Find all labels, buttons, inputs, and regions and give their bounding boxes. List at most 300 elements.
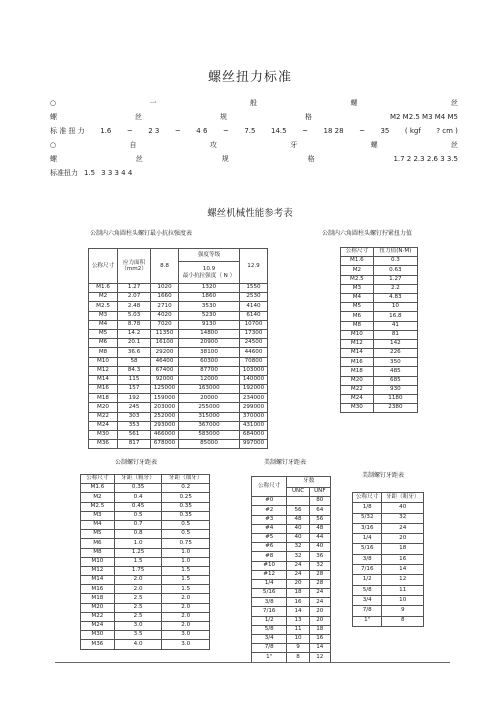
us-pitch2-row-cell: 16 <box>382 554 424 564</box>
us-pitch2-row <box>353 595 424 605</box>
torque-row <box>341 321 418 330</box>
strength-row <box>89 440 268 449</box>
metric-pitch-header-size: 公称尺寸 <box>81 475 115 484</box>
metric-pitch-row <box>81 539 210 548</box>
strength-row-cell: M2.5 <box>89 302 118 311</box>
metric-pitch-row-cell: M3 <box>81 511 115 520</box>
us-pitch2-row-cell: 1/8 <box>353 503 382 513</box>
intro-token: ~ <box>174 127 181 135</box>
metric-pitch-row <box>81 557 210 566</box>
strength-row-cell: 157 <box>118 385 151 394</box>
us-pitch-row-cell: 3/8 <box>252 598 287 607</box>
us-pitch-row <box>252 506 331 515</box>
metric-pitch-row-cell: 1.25 <box>114 548 162 557</box>
torque-row <box>341 376 418 385</box>
us-pitch-row-cell: 40 <box>287 533 309 542</box>
strength-row-cell: 1860 <box>179 293 240 302</box>
us-pitch-row-cell: 11 <box>287 625 309 634</box>
metric-pitch-row-cell: 0.45 <box>114 502 162 511</box>
strength-row-cell: 85000 <box>179 440 240 449</box>
strength-row-cell: 303 <box>118 412 151 421</box>
strength-row-cell: 1550 <box>240 284 268 293</box>
us-pitch2-row-cell: 9 <box>382 606 424 616</box>
us-pitch-row-cell: 24 <box>309 598 330 607</box>
us-pitch-row-cell: #8 <box>252 552 287 561</box>
strength-row-cell: 234000 <box>240 394 268 403</box>
us-pitch-row <box>252 635 331 644</box>
strength-row <box>89 357 268 366</box>
metric-pitch-row-cell: 0.35 <box>162 502 210 511</box>
strength-row-cell: 20000 <box>179 394 240 403</box>
us-pitch-row-cell: 56 <box>309 515 330 524</box>
torque-row-cell: M22 <box>341 385 374 394</box>
us-pitch2-row-cell: 7/16 <box>353 565 382 575</box>
us-pitch2-row-cell: 5/32 <box>353 513 382 523</box>
torque-row <box>341 339 418 348</box>
us-pitch-row <box>252 598 331 607</box>
strength-row-cell: 5.03 <box>118 311 151 320</box>
us-pitch2-row <box>353 523 424 533</box>
us-pitch-header-unc: UNC <box>287 488 309 497</box>
us-pitch-header-unf: UNF <box>309 488 330 497</box>
strength-row-cell: 1660 <box>151 293 179 302</box>
strength-row-cell: 2710 <box>151 302 179 311</box>
us-pitch-row <box>252 625 331 634</box>
us-pitch2-row-cell: 7/8 <box>353 606 382 616</box>
us-pitch-row-cell: 32 <box>309 561 330 570</box>
torque-header-size: 公称尺寸 <box>341 248 374 257</box>
metric-pitch-row <box>81 530 210 539</box>
strength-row-cell: 367000 <box>179 421 240 430</box>
metric-pitch-row <box>81 603 210 612</box>
intro-token: 攻 <box>209 141 217 149</box>
strength-grade-1: 8.8 <box>151 249 179 284</box>
metric-pitch-row <box>81 566 210 575</box>
torque-row-cell: M20 <box>341 376 374 385</box>
strength-row-cell: 8.78 <box>118 320 151 329</box>
metric-pitch-row-cell: 0.35 <box>162 511 210 520</box>
torque-row-cell: M3 <box>341 284 374 293</box>
us-pitch-row-cell: 7/16 <box>252 607 287 616</box>
us-pitch-row-cell: 80 <box>309 497 330 506</box>
strength-row-cell: M30 <box>89 431 118 440</box>
us-pitch-row-cell: 5/8 <box>252 625 287 634</box>
strength-row <box>89 366 268 375</box>
metric-pitch-row-cell: 2.0 <box>162 622 210 631</box>
intro-token: 螺 <box>370 141 378 149</box>
torque-table <box>340 247 418 413</box>
strength-row-cell: 9130 <box>179 320 240 329</box>
intro-line-6 <box>50 166 458 180</box>
torque-row <box>341 284 418 293</box>
strength-row-cell: 2.07 <box>118 293 151 302</box>
strength-grade-3: 12.9 <box>240 249 268 284</box>
metric-pitch-row <box>81 631 210 640</box>
intro-line-2 <box>50 110 458 124</box>
strength-row-cell: 431000 <box>240 421 268 430</box>
strength-header-min <box>179 262 240 284</box>
intro-token: 1.7 2 2.3 2.6 3 3.5 <box>393 155 458 163</box>
strength-row-cell: 293000 <box>151 421 179 430</box>
strength-row-cell: 192000 <box>240 385 268 394</box>
us-pitch2-row <box>353 513 424 523</box>
intro-token: ~ <box>302 127 308 135</box>
metric-pitch-row-cell: 0.75 <box>162 539 210 548</box>
us-pitch-header-row <box>252 477 331 488</box>
metric-pitch-row-cell: M14 <box>81 576 115 585</box>
intro-token: ○ <box>50 99 57 107</box>
torque-row-cell: 0.63 <box>373 266 417 275</box>
strength-row-cell: 299000 <box>240 403 268 412</box>
strength-row-cell: 29200 <box>151 348 179 357</box>
strength-row-cell: M1.6 <box>89 284 118 293</box>
metric-pitch-row-cell: 0.8 <box>114 530 162 539</box>
torque-row-cell: M14 <box>341 349 374 358</box>
us-pitch2-caption: 美制螺钉牙距表 <box>362 472 405 479</box>
metric-pitch-row-cell: 1.75 <box>114 566 162 575</box>
strength-row-cell: 6140 <box>240 311 268 320</box>
metric-pitch-row-cell: M5 <box>81 530 115 539</box>
us-pitch-row-cell: 14 <box>309 644 330 653</box>
metric-pitch-row-cell: M10 <box>81 557 115 566</box>
metric-pitch-row-cell: M30 <box>81 631 115 640</box>
intro-token: 自 <box>129 141 137 149</box>
strength-row-cell: 14800 <box>179 329 240 338</box>
metric-pitch-row-cell: 0.25 <box>162 493 210 502</box>
strength-row-cell: 192 <box>118 394 151 403</box>
strength-row-cell: 16100 <box>151 339 179 348</box>
metric-pitch-row-cell: 1.5 <box>162 576 210 585</box>
intro-token: 标准扭力 <box>50 169 78 177</box>
us-pitch-row-cell: 8 <box>287 653 309 662</box>
intro-token: 螺 <box>50 113 57 121</box>
torque-row-cell: 226 <box>373 349 417 358</box>
torque-row <box>341 312 418 321</box>
torque-row-cell: 10 <box>373 303 417 312</box>
us-pitch-row-cell: 1" <box>252 653 287 662</box>
us-pitch-row-cell: 32 <box>287 543 309 552</box>
strength-row-cell: 561 <box>118 431 151 440</box>
torque-row-cell: 0.3 <box>373 257 417 266</box>
strength-row-cell: 103000 <box>240 366 268 375</box>
us-pitch-row-cell: 1/4 <box>252 579 287 588</box>
intro-token: 格 <box>304 113 312 121</box>
strength-row-cell: 92000 <box>151 375 179 384</box>
us-pitch-row-cell: 12 <box>309 653 330 662</box>
us-pitch-row <box>252 644 331 653</box>
strength-row-cell: 7020 <box>151 320 179 329</box>
torque-row-cell: M24 <box>341 395 374 404</box>
us-pitch-row-cell: 44 <box>309 533 330 542</box>
intro-line-1 <box>50 96 458 110</box>
metric-pitch-row <box>81 520 210 529</box>
us-pitch2-row <box>353 534 424 544</box>
strength-row-cell: 140000 <box>240 375 268 384</box>
us-pitch-row-cell: #5 <box>252 533 287 542</box>
strength-row-cell: 10700 <box>240 320 268 329</box>
metric-pitch-row <box>81 576 210 585</box>
strength-row-cell: 255000 <box>179 403 240 412</box>
us-pitch2-row <box>353 606 424 616</box>
us-pitch2-row <box>353 565 424 575</box>
us-pitch-row-cell: 40 <box>309 543 330 552</box>
strength-row-cell: 252000 <box>151 412 179 421</box>
us-pitch-row-cell: 7/8 <box>252 644 287 653</box>
us-pitch-row <box>252 570 331 579</box>
us-pitch2-row <box>353 575 424 585</box>
strength-row-cell: 87700 <box>179 366 240 375</box>
torque-row-cell: 41 <box>373 321 417 330</box>
metric-pitch-row-cell: 0.2 <box>162 484 210 493</box>
strength-row <box>89 302 268 311</box>
metric-pitch-row <box>81 622 210 631</box>
metric-pitch-row-cell: 2.5 <box>114 594 162 603</box>
strength-row-cell: 20.1 <box>118 339 151 348</box>
us-pitch-row-cell: 20 <box>309 616 330 625</box>
torque-row-cell: M16 <box>341 358 374 367</box>
page-title: 螺丝扭力标准 <box>207 70 292 85</box>
us-pitch-row <box>252 533 331 542</box>
strength-row-cell: M10 <box>89 357 118 366</box>
us-pitch2-row <box>353 585 424 595</box>
intro-token: 般 <box>250 99 258 107</box>
us-pitch2-header-pitch: 牙距（粗牙） <box>382 493 424 503</box>
torque-row-cell: M8 <box>341 321 374 330</box>
strength-row <box>89 320 268 329</box>
us-pitch-row-cell: 3/4 <box>252 635 287 644</box>
metric-pitch-row-cell: 0.4 <box>114 493 162 502</box>
strength-row-cell: 353 <box>118 421 151 430</box>
strength-row <box>89 311 268 320</box>
metric-pitch-row-cell: M20 <box>81 603 115 612</box>
strength-row-cell: M4 <box>89 320 118 329</box>
strength-row-cell: M18 <box>89 394 118 403</box>
intro-token: 18 28 <box>323 127 344 135</box>
us-pitch-row <box>252 497 331 506</box>
metric-pitch-row-cell: M6 <box>81 539 115 548</box>
us-pitch-row-cell: 28 <box>309 570 330 579</box>
strength-row-cell: 44600 <box>240 348 268 357</box>
us-pitch-row <box>252 616 331 625</box>
us-pitch-row <box>252 543 331 552</box>
us-pitch-row-cell: 64 <box>309 506 330 515</box>
us-pitch-row-cell: 13 <box>287 616 309 625</box>
us-pitch-row-cell: #4 <box>252 524 287 533</box>
strength-row-cell: 370000 <box>240 412 268 421</box>
torque-header-value: 扭力值(N·M) <box>373 248 417 257</box>
strength-row-cell: 245 <box>118 403 151 412</box>
strength-row-cell: 4020 <box>151 311 179 320</box>
strength-row-cell: M24 <box>89 421 118 430</box>
strength-header-size: 公称尺寸 <box>89 249 118 284</box>
strength-row-cell: 684000 <box>240 431 268 440</box>
torque-row-cell: M30 <box>341 404 374 413</box>
torque-row-cell: M1.6 <box>341 257 374 266</box>
strength-row-cell: 997000 <box>240 440 268 449</box>
strength-row-cell: 5230 <box>179 311 240 320</box>
us-pitch2-row-cell: 8 <box>382 616 424 626</box>
us-pitch-row-cell: #3 <box>252 515 287 524</box>
metric-pitch-row-cell: M18 <box>81 594 115 603</box>
metric-pitch-row-cell: 2.5 <box>114 603 162 612</box>
us-pitch2-row-cell: 32 <box>382 513 424 523</box>
strength-row-cell: M16 <box>89 385 118 394</box>
us-pitch-row <box>252 589 331 598</box>
us-pitch-row-cell: 24 <box>287 570 309 579</box>
strength-row-cell: 11350 <box>151 329 179 338</box>
metric-pitch-row-cell: 1.5 <box>162 566 210 575</box>
metric-pitch-row-cell: 1.0 <box>162 557 210 566</box>
us-pitch-row-cell: #2 <box>252 506 287 515</box>
us-pitch-row-cell: 18 <box>309 625 330 634</box>
strength-header-area: 应力面积（mm2） <box>118 249 151 284</box>
us-pitch2-row <box>353 503 424 513</box>
strength-row-cell: 24500 <box>240 339 268 348</box>
metric-pitch-header-fine: 牙距（细牙） <box>162 475 210 484</box>
metric-pitch-row <box>81 502 210 511</box>
strength-row-cell: M36 <box>89 440 118 449</box>
metric-pitch-row-cell: 3.0 <box>114 622 162 631</box>
intro-token: 螺 <box>50 155 57 163</box>
strength-row-cell: M14 <box>89 375 118 384</box>
us-pitch2-row-cell: 3/16 <box>353 523 382 533</box>
metric-pitch-row-cell: 0.5 <box>162 520 210 529</box>
us-pitch2-row <box>353 554 424 564</box>
strength-table-caption: 公制内六角圆柱头螺钉最小抗拉强度表 <box>90 230 193 237</box>
intro-token: 7.5 <box>244 127 256 135</box>
torque-row-cell: 142 <box>373 339 417 348</box>
intro-line-4 <box>50 138 458 152</box>
strength-row <box>89 431 268 440</box>
metric-pitch-row <box>81 493 210 502</box>
intro-token: 丝 <box>134 113 142 121</box>
metric-pitch-row-cell: 3.0 <box>162 640 210 649</box>
intro-token: 标 准 扭 力 <box>50 127 85 135</box>
metric-pitch-row-cell: M12 <box>81 566 115 575</box>
us-pitch2-row-cell: 1/2 <box>353 575 382 585</box>
intro-token: M2 M2.5 M3 M4 M5 <box>389 113 458 121</box>
strength-row-cell: 67400 <box>151 366 179 375</box>
us-pitch2-row-cell: 3/4 <box>353 595 382 605</box>
us-pitch-row-cell: 14 <box>287 607 309 616</box>
metric-pitch-row-cell: 3.0 <box>162 631 210 640</box>
torque-row <box>341 367 418 376</box>
strength-row-cell: 38100 <box>179 348 240 357</box>
metric-pitch-row <box>81 612 210 621</box>
strength-row-cell: M22 <box>89 412 118 421</box>
us-pitch-row-cell: 20 <box>287 579 309 588</box>
strength-row-cell: M20 <box>89 403 118 412</box>
intro-line-3 <box>50 124 458 138</box>
metric-pitch-row-cell: M16 <box>81 585 115 594</box>
us-pitch-row-cell: #10 <box>252 561 287 570</box>
us-pitch2-row-cell: 1" <box>353 616 382 626</box>
us-pitch2-table <box>352 492 424 627</box>
us-pitch-row <box>252 515 331 524</box>
us-pitch-row-cell: 40 <box>287 524 309 533</box>
torque-row <box>341 293 418 302</box>
us-pitch-header-teeth: 牙数 <box>287 477 331 488</box>
intro-token: ( kgf <box>404 127 421 135</box>
intro-token: 4 6 <box>196 127 208 135</box>
torque-header-row <box>341 248 418 257</box>
strength-row <box>89 293 268 302</box>
metric-pitch-header-coarse: 牙距（粗牙） <box>114 475 162 484</box>
us-pitch-row-cell: 48 <box>309 524 330 533</box>
metric-pitch-row <box>81 484 210 493</box>
metric-pitch-row-cell: M1.6 <box>81 484 115 493</box>
metric-pitch-row-cell: M22 <box>81 612 115 621</box>
strength-row <box>89 403 268 412</box>
torque-row-cell: M2 <box>341 266 374 275</box>
us-pitch-row <box>252 524 331 533</box>
strength-row-cell: 817 <box>118 440 151 449</box>
us-pitch2-row-cell: 40 <box>382 503 424 513</box>
metric-pitch-row <box>81 594 210 603</box>
torque-row-cell: 2.2 <box>373 284 417 293</box>
us-pitch2-row-cell: 20 <box>382 534 424 544</box>
metric-pitch-caption: 公制螺钉牙距表 <box>115 459 158 466</box>
us-pitch2-row-cell: 1/4 <box>353 534 382 544</box>
us-pitch-row-cell: #12 <box>252 570 287 579</box>
us-pitch-row-cell: 32 <box>287 552 309 561</box>
us-pitch-row-cell: 20 <box>309 607 330 616</box>
torque-row-cell: 81 <box>373 330 417 339</box>
strength-row-cell: 20900 <box>179 339 240 348</box>
us-pitch-row <box>252 607 331 616</box>
strength-row-cell: M6 <box>89 339 118 348</box>
us-pitch-row-cell <box>287 497 309 506</box>
metric-pitch-row-cell: 4.0 <box>114 640 162 649</box>
torque-row-cell: M10 <box>341 330 374 339</box>
torque-row-cell: M4 <box>341 293 374 302</box>
intro-token: 1.5 <box>84 169 96 177</box>
us-pitch-table <box>251 476 331 663</box>
intro-token: 规 <box>221 155 229 163</box>
strength-row-cell: 2.48 <box>118 302 151 311</box>
torque-row-cell: M6 <box>341 312 374 321</box>
us-pitch2-row <box>353 544 424 554</box>
intro-token: 1.6 <box>100 127 112 135</box>
torque-row-cell: 16.8 <box>373 312 417 321</box>
torque-row-cell: 1180 <box>373 395 417 404</box>
us-pitch-row-cell: #0 <box>252 497 287 506</box>
metric-pitch-row-cell: 0.7 <box>114 520 162 529</box>
strength-row-cell: 70800 <box>240 357 268 366</box>
us-pitch2-header-row <box>353 493 424 503</box>
strength-row <box>89 421 268 430</box>
metric-pitch-row <box>81 585 210 594</box>
intro-token: 一 <box>149 99 157 107</box>
us-pitch-row-cell: 1/2 <box>252 616 287 625</box>
strength-row <box>89 329 268 338</box>
metric-pitch-row-cell: 2.5 <box>114 612 162 621</box>
strength-row-cell: M8 <box>89 348 118 357</box>
strength-row-cell: 159000 <box>151 394 179 403</box>
intro-line-5 <box>50 152 458 166</box>
footer-divider <box>55 662 450 663</box>
metric-pitch-row-cell: 2.0 <box>162 603 210 612</box>
metric-pitch-row <box>81 511 210 520</box>
us-pitch-header-size: 公称尺寸 <box>252 477 287 497</box>
us-pitch2-row-cell: 18 <box>382 544 424 554</box>
strength-row-cell: 163000 <box>179 385 240 394</box>
strength-grade-2: 10.9 <box>202 266 216 273</box>
metric-pitch-row-cell: 1.5 <box>114 557 162 566</box>
torque-row-cell: 4.83 <box>373 293 417 302</box>
intro-token: 丝 <box>135 155 143 163</box>
torque-row <box>341 404 418 413</box>
